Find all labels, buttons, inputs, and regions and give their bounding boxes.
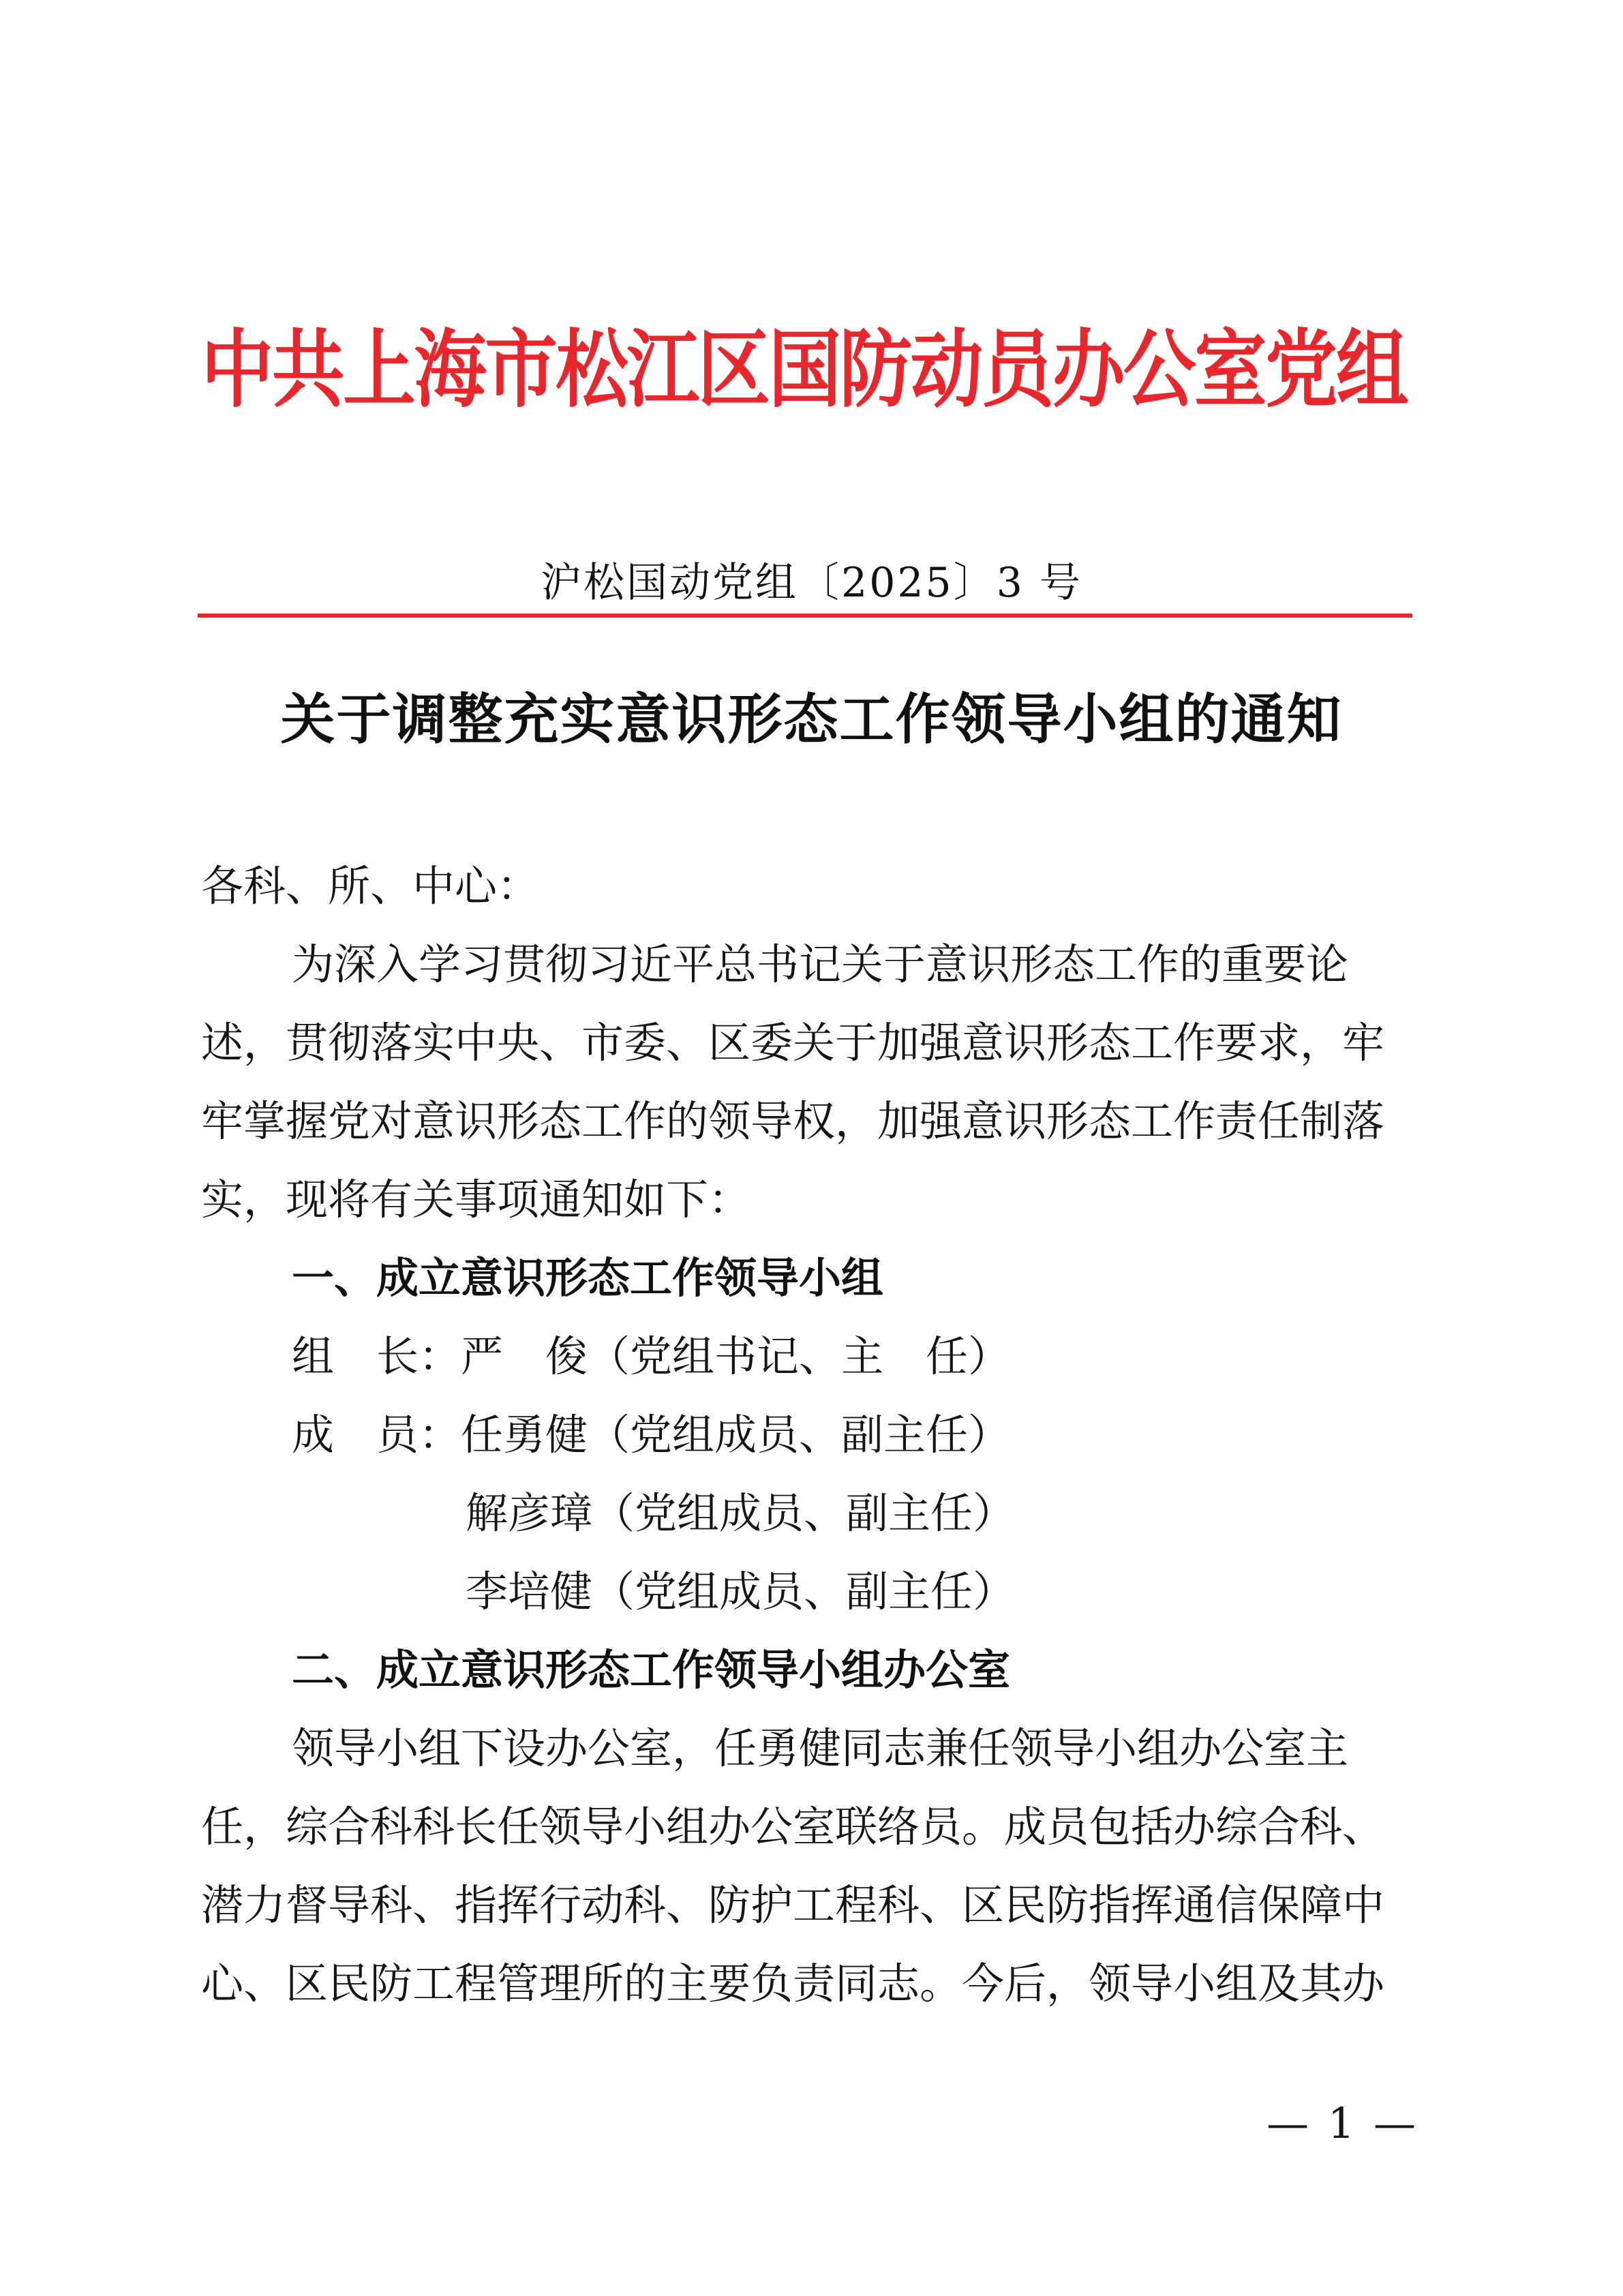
leader-row (292, 1326, 1010, 1387)
section-1-heading: 一、成立意识形态工作领导小组 (292, 1253, 884, 1303)
salutation: 各科、所、中心： (201, 861, 540, 911)
intro-line-1: 为深入学习贯彻习近平总书记关于意识形态工作的重要论 (292, 939, 1349, 989)
leader-name: 严 俊 (461, 1331, 588, 1381)
red-separator-line (198, 614, 1412, 618)
section-2-line-2: 任，综合科科长任领导小组办公室联络员。成员包括办综合科、 (201, 1802, 1385, 1852)
document-number: 沪松国动党组〔2025〕3 号 (541, 559, 1082, 607)
member-row (292, 1404, 1010, 1466)
section-2-line-4: 心、区民防工程管理所的主要负责同志。今后，领导小组及其办 (201, 1959, 1385, 2008)
section-2-heading: 二、成立意识形态工作领导小组办公室 (292, 1645, 1011, 1695)
intro-line-2: 述，贯彻落实中央、市委、区委关于加强意识形态工作要求，牢 (201, 1018, 1385, 1068)
leader-label: 组 长： (292, 1331, 461, 1381)
intro-line-4: 实，现将有关事项通知如下： (201, 1175, 751, 1224)
members-label: 成 员： (292, 1410, 461, 1460)
section-2-line-3: 潜力督导科、指挥行动科、防护工程科、区民防指挥通信保障中 (201, 1880, 1385, 1930)
intro-line-3: 牢掌握党对意识形态工作的领导权，加强意识形态工作责任制落 (201, 1096, 1385, 1146)
issuing-org-title: 中共上海市松江区国防动员办公室党组 (201, 320, 1408, 419)
leader-role: （党组书记、主 任） (588, 1331, 1011, 1381)
member-role: （党组成员、副主任） (588, 1410, 1011, 1460)
member-name: 任勇健 (461, 1410, 588, 1460)
member-role: （党组成员、副主任） (592, 1567, 1016, 1616)
page-number: — 1 — (1266, 2098, 1419, 2148)
section-2-line-1: 领导小组下设办公室，任勇健同志兼任领导小组办公室主 (292, 1723, 1349, 1773)
member-row (466, 1483, 1015, 1544)
notice-title: 关于调整充实意识形态工作领导小组的通知 (280, 687, 1343, 751)
member-row (466, 1561, 1015, 1622)
member-role: （党组成员、副主任） (592, 1488, 1016, 1538)
member-name: 李培健 (466, 1567, 593, 1616)
member-name: 解彦璋 (466, 1488, 593, 1538)
